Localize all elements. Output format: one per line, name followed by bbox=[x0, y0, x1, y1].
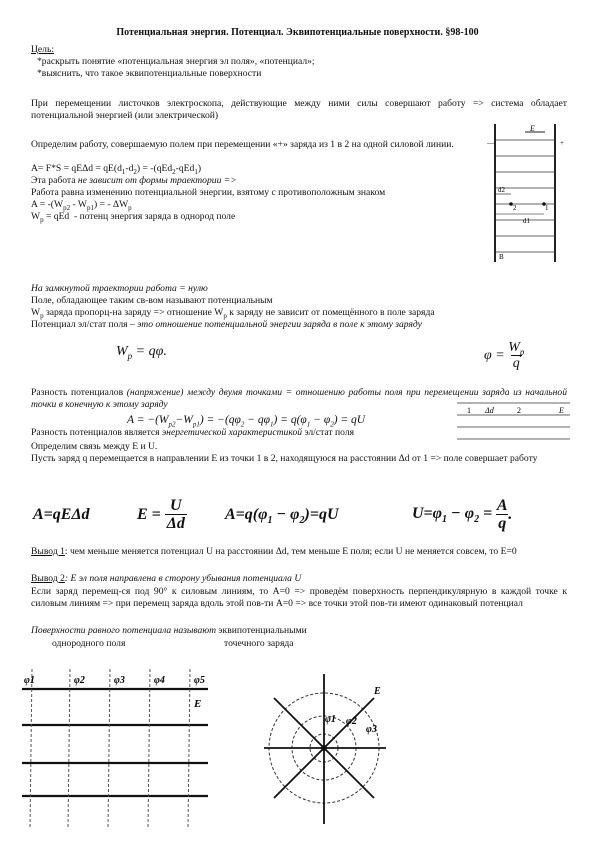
paragraph-electroscope: При перемещении листочков электроскопа, действующие между ними силы совершают работу => система обладает потенциальной энергией (или электрической) bbox=[31, 98, 567, 121]
svg-text:φ3: φ3 bbox=[366, 724, 377, 735]
goal-item-2: *выяснить, что такое эквипотенциальные поверхности bbox=[37, 68, 262, 79]
svg-text:E: E bbox=[559, 406, 564, 415]
formula-u-a-q: $U=\varphi_1 - \varphi_2$ = $\frac{A}{q}$ . bbox=[412, 497, 513, 532]
goal-item-1: *раскрыть понятие «потенциальная энергия эл поля», «потенциал»; bbox=[37, 56, 315, 67]
capacitor-figure bbox=[485, 122, 575, 267]
page-title: Потенциальная энергия. Потенциал. Эквипотенциальные поверхности. §98-100 bbox=[116, 27, 479, 38]
caption-point: точечного заряда bbox=[224, 638, 294, 649]
formula-a-qed: A=qEΔd bbox=[33, 506, 90, 523]
svg-text:φ2: φ2 bbox=[74, 675, 85, 686]
svg-text:2: 2 bbox=[513, 204, 517, 212]
equation-wp: $W_p$ = qEd - потенц энергия заряда в однород поле bbox=[31, 211, 236, 224]
svg-text:B: B bbox=[499, 253, 504, 261]
paragraph-e-u-relation: Определим связь между E и U. bbox=[31, 441, 158, 452]
svg-text:E: E bbox=[374, 686, 381, 697]
formula-wp-qphi: $W_p = q\varphi$. bbox=[116, 344, 167, 361]
svg-text:1: 1 bbox=[467, 406, 471, 415]
svg-text:+: + bbox=[560, 139, 564, 147]
paragraph-closed-path: На замкнутой траектории работа = нулю bbox=[31, 283, 208, 294]
formula-a-difference: $A = -(W_{p2}-W_{p1}) = -(q\varphi_2 - q\varphi_1) = q(\varphi_1 - \varphi_2)$ = qU bbox=[127, 414, 366, 429]
paragraph-wp-proportional: $W_p$ заряда пропорц-на заряду => отношение $W_p$ к заряду не зависит от помещённого в поле заряда bbox=[31, 307, 435, 320]
svg-text:—: — bbox=[487, 139, 494, 147]
svg-text:φ1: φ1 bbox=[325, 714, 336, 725]
goal-label: Цель: bbox=[31, 44, 55, 55]
svg-text:1: 1 bbox=[545, 204, 549, 212]
paragraph-work-definition: Определим работу, совершаемую полем при перемещении «+» заряда из 1 в 2 на одной силовой линии. bbox=[31, 139, 454, 150]
svg-text:E: E bbox=[194, 698, 202, 710]
conclusion-1: Вывод 1: чем меньше меняется потенциал U на расстоянии Δd, тем меньше E поля; если U не меняется совсем, то E=0 bbox=[31, 546, 517, 557]
svg-text:d2: d2 bbox=[498, 186, 505, 194]
paragraph-potential-field: Поле, обладающее таким св-вом называют потенциальным bbox=[31, 295, 273, 306]
paragraph-equipotential-def: Поверхности равного потенциала называют эквипотенциальными bbox=[31, 625, 307, 636]
svg-text:φ4: φ4 bbox=[154, 675, 165, 686]
equation-work: $A= F*S = qE\Delta d = qE(d_1-d_2) = -(qEd_2-qEd_1)$ bbox=[31, 163, 202, 176]
conclusion-2: Вывод 2: E эл поля направлена в сторону убывания потенциала U bbox=[31, 573, 302, 584]
paragraph-independent: Эта работа не зависит от формы траектории => bbox=[31, 175, 237, 186]
formula-phi: φ = $\frac{W_p}{q}$ bbox=[484, 340, 525, 371]
caption-uniform: однородного поля bbox=[52, 638, 126, 649]
paragraph-work-energy: Работа равна изменению потенциальной энергии, взятому с противоположным знаком bbox=[31, 187, 386, 198]
paragraph-potential-def: Потенциал эл/стат поля – это отношение потенциальной энергии заряда в поле к этому заряду bbox=[31, 319, 422, 330]
svg-text:φ2: φ2 bbox=[346, 716, 357, 727]
paragraph-energy-characteristic: Разность потенциалов является энергетической характеристикой эл/стат поля bbox=[31, 427, 355, 438]
formula-a-qu: $A=q(\varphi_1 - \varphi_2)=qU$ bbox=[225, 506, 339, 527]
point-charge-figure bbox=[262, 670, 392, 830]
paragraph-potential-difference: Разность потенциалов (напряжение) между двумя точками = отношению работы поля при перемещении заряда из начальной точки в конечную к этому заряду bbox=[31, 387, 567, 410]
svg-text:2: 2 bbox=[517, 406, 521, 415]
capacitor-e-label: E bbox=[530, 124, 535, 133]
paragraph-equipotential: Если заряд перемещ-ся под 90° к силовым линиям, то A=0 => проведём поверхность перпендикулярную в каждой точке к силовым линиям => при перемещ заряда вдоль этой пов-ти A=0 => все точки этой пов-ти имеют одинаковый потенциал bbox=[31, 586, 567, 609]
svg-text:φ1: φ1 bbox=[24, 675, 35, 686]
equation-delta-wp: $A = -(W_{p2} - W_{p1})$ = - $\Delta W_p$ bbox=[31, 199, 132, 212]
svg-text:φ5: φ5 bbox=[194, 675, 205, 686]
svg-text:φ3: φ3 bbox=[114, 675, 125, 686]
svg-text:d1: d1 bbox=[523, 217, 530, 225]
formula-e-u-d: E = $\frac{U}{\Delta d}$ bbox=[137, 497, 185, 532]
field-line-figure bbox=[455, 395, 575, 443]
uniform-field-figure bbox=[18, 663, 214, 833]
paragraph-charge-moves: Пусть заряд q перемещается в направлении E из точки 1 в 2, находящуюся на расстоянии Δd от 1 => поле совершает работу bbox=[31, 453, 538, 464]
svg-text:Δd: Δd bbox=[485, 406, 494, 415]
